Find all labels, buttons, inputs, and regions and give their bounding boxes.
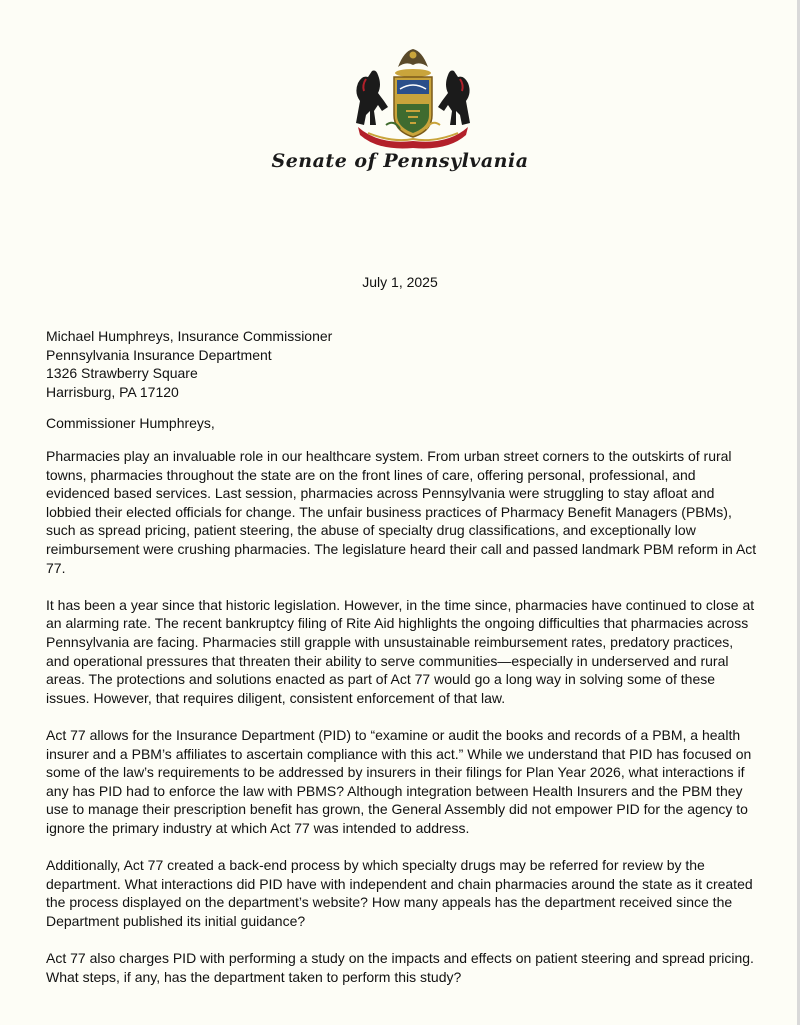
body-paragraph: Act 77 allows for the Insurance Department (PID) to “examine or audit the books and records of a PBM, a health insurer and a PBM’s affiliates to ascertain compliance with this act.” While we understand that PID has focused on some of the law’s requirements to be addressed by insurers in their filings for Plan Year 2026, what interactions if any has PID had to enforce the law with PBMS? Although integration between Health Insurers and the PBM they use to manage their prescription benefit has grown, the General Assembly did not empower PID for the agency to ignore the primary industry at which Act 77 was intended to address. — [46, 726, 752, 836]
recipient-address — [46, 327, 332, 401]
body-paragraph: Pharmacies play an invaluable role in our healthcare system. From urban street corners to the outskirts of rural towns, pharmacies throughout the state are on the front lines of care, offering personal, professional, and evidenced based services. Last session, pharmacies across Pennsylvania were struggling to stay afloat and lobbied their elected officials for change. The unfair business practices of Pharmacy Benefit Managers (PBMs), such as spread pricing, patient steering, the abuse of specialty drug classifications, and exceptionally low reimbursement were crushing pharmacies. The legislature heard their call and passed landmark PBM reform in Act 77. — [46, 448, 757, 576]
letter-body — [46, 447, 758, 1005]
salutation: Commissioner Humphreys, — [46, 415, 215, 431]
body-paragraph: It has been a year since that historic legislation. However, in the time since, pharmacies have continued to close at an alarming rate. The recent bankruptcy filing of Rite Aid highlights the ongoing difficulties that pharmacies across Pennsylvania are facing. Pharmacies still grapple with unsustainable reimbursement rates, predatory practices, and operational pressures that threaten their ability to serve communities—especially in underserved and rural areas. The protections and solutions enacted as part of Act 77 would go a long way in solving some of these issues. However, that requires diligent, consistent enforcement of that law. — [46, 596, 755, 706]
pennsylvania-coat-of-arms-seal — [338, 45, 488, 153]
body-paragraph: Additionally, Act 77 created a back-end process by which specialty drugs may be referred for review by the department. What interactions did PID have with independent and chain pharmacies around the state as it created the process displayed on the department’s website? How many appeals has the department received since the Department published its initial guidance? — [46, 857, 753, 929]
letterhead-title: Senate of Pennsylvania — [271, 150, 529, 172]
recipient-city-state-zip: Harrisburg, PA 17120 — [46, 383, 179, 400]
body-paragraph: Act 77 also charges PID with performing a study on the impacts and effects on patient steering and spread pricing. What steps, if any, has the department taken to perform this study? — [46, 950, 754, 985]
letter-date: July 1, 2025 — [362, 274, 438, 290]
recipient-street: 1326 Strawberry Square — [46, 365, 198, 381]
recipient-name-title: Michael Humphreys, Insurance Commissioner — [46, 328, 333, 344]
recipient-organization: Pennsylvania Insurance Department — [46, 346, 272, 363]
